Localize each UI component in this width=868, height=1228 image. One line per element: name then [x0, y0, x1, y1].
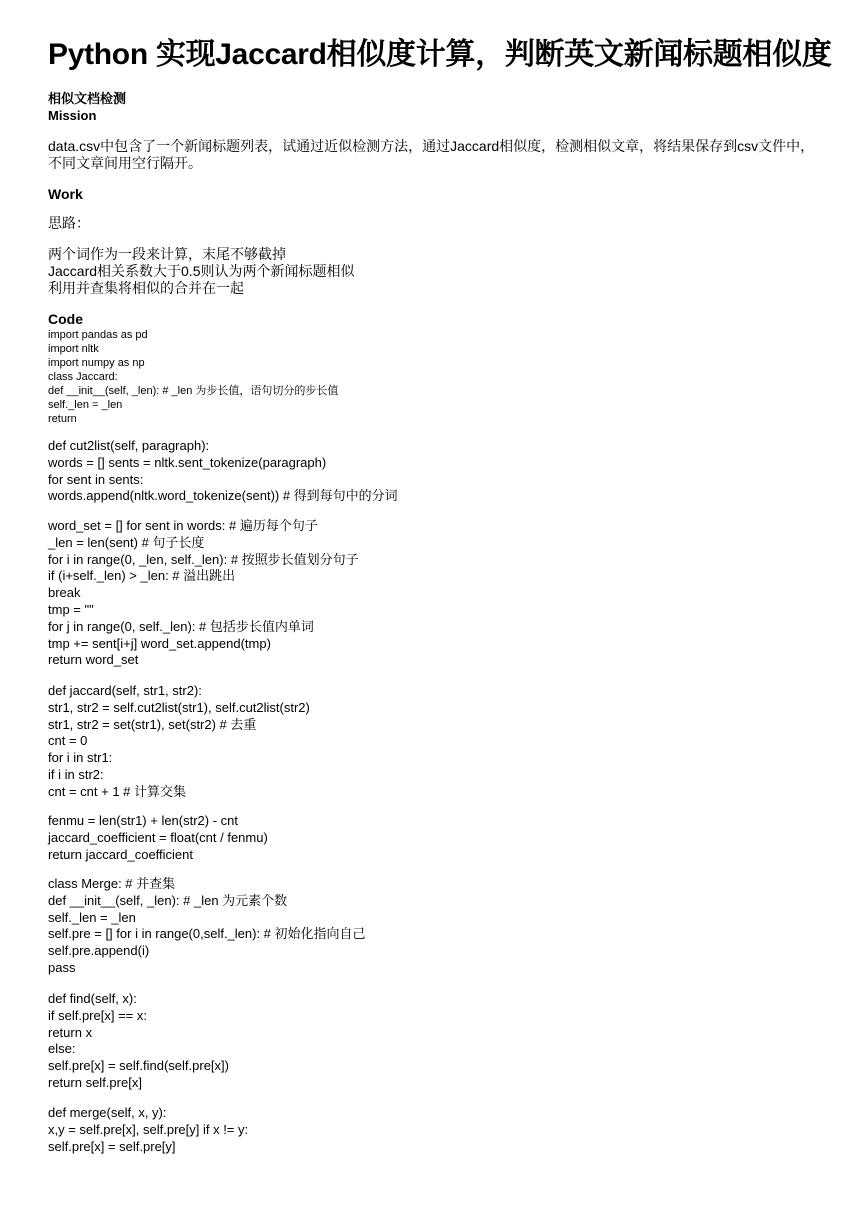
- ideas-label: 思路：: [48, 215, 90, 231]
- ideas-list: [48, 246, 354, 297]
- code-line: break: [48, 585, 81, 601]
- code-small-block: [48, 328, 338, 426]
- code-line: def __init__(self, _len): # _len 为元素个数: [48, 892, 288, 908]
- code-line: return jaccard_coefficient: [48, 846, 194, 862]
- code-line: class Jaccard:: [48, 371, 118, 383]
- code-line: def jaccard(self, str1, str2):: [48, 683, 202, 698]
- code-line: tmp = "": [48, 601, 94, 617]
- mission-line: data.csv中包含了一个新闻标题列表，试通过近似检测方法，通过Jaccard相似度，检测相似文章，将结果保存到csv文件中，: [48, 138, 815, 154]
- code-line: _len = len(sent) # 句子长度: [48, 534, 205, 550]
- code-line: str1, str2 = self.cut2list(str1), self.cut2list(str2): [48, 699, 310, 715]
- code-line: self.pre = [] for i in range(0,self._len): # 初始化指向自己: [48, 926, 366, 942]
- code-line: def __init__(self, _len): # _len 为步长值，语句切分的步长值: [48, 385, 339, 397]
- page-title: Python 实现Jaccard相似度计算，判断英文新闻标题相似度: [48, 38, 832, 71]
- code-line: else:: [48, 1041, 76, 1057]
- code-line: if i in str2:: [48, 766, 104, 782]
- code-line: self.pre[x] = self.pre[y]: [48, 1138, 176, 1154]
- code-line: self.pre[x] = self.find(self.pre[x]): [48, 1058, 229, 1074]
- subtitle: 相似文档检测: [48, 91, 127, 106]
- mission-heading: Mission: [48, 108, 97, 123]
- code-line: str1, str2 = set(str1), set(str2) # 去重: [48, 716, 257, 732]
- code-line: for sent in sents:: [48, 471, 144, 487]
- code-block-merge: [48, 1105, 248, 1155]
- code-line: self._len = _len: [48, 399, 123, 411]
- code-line: if (i+self._len) > _len: # 溢出跳出: [48, 568, 236, 584]
- code-block-cut2list: [48, 438, 398, 505]
- code-heading: Code: [48, 311, 83, 327]
- idea-item: 利用并查集将相似的合并在一起: [48, 280, 244, 296]
- code-line: return x: [48, 1024, 93, 1040]
- code-line: class Merge: # 并查集: [48, 876, 176, 891]
- code-line: self._len = _len: [48, 909, 136, 925]
- code-block-jaccard: [48, 683, 310, 801]
- code-line: for i in range(0, _len, self._len): # 按照步长值划分句子: [48, 551, 359, 567]
- code-line: words = [] sents = nltk.sent_tokenize(paragraph): [48, 454, 327, 470]
- code-line: def cut2list(self, paragraph):: [48, 438, 210, 453]
- code-line: for i in str1:: [48, 750, 113, 766]
- code-line: x,y = self.pre[x], self.pre[y] if x != y:: [48, 1121, 249, 1137]
- mission-paragraph: [48, 138, 814, 172]
- code-line: cnt = 0: [48, 733, 88, 749]
- code-line: tmp += sent[i+j] word_set.append(tmp): [48, 635, 271, 651]
- code-line: return word_set: [48, 652, 139, 668]
- code-line: pass: [48, 959, 76, 975]
- code-block-coefficient: [48, 813, 268, 863]
- code-line: word_set = [] for sent in words: # 遍历每个句子: [48, 518, 318, 533]
- code-line: for j in range(0, self._len): # 包括步长值内单词: [48, 618, 314, 634]
- mission-line: 不同文章间用空行隔开。: [48, 155, 202, 171]
- code-line: cnt = cnt + 1 # 计算交集: [48, 783, 186, 799]
- code-line: words.append(nltk.word_tokenize(sent)) # 得到每句中的分词: [48, 488, 398, 504]
- code-line: import pandas as pd: [48, 329, 148, 341]
- code-line: fenmu = len(str1) + len(str2) - cnt: [48, 813, 239, 828]
- code-line: jaccard_coefficient = float(cnt / fenmu): [48, 829, 268, 845]
- code-line: if self.pre[x] == x:: [48, 1007, 147, 1023]
- code-line: def merge(self, x, y):: [48, 1105, 167, 1120]
- idea-item: Jaccard相关系数大于0.5则认为两个新闻标题相似: [48, 263, 355, 279]
- code-line: import nltk: [48, 343, 99, 355]
- work-heading: Work: [48, 186, 83, 202]
- code-block-find: [48, 991, 229, 1092]
- code-line: self.pre.append(i): [48, 943, 150, 959]
- code-line: return: [48, 413, 77, 425]
- code-line: return self.pre[x]: [48, 1074, 142, 1090]
- idea-item: 两个词作为一段来计算，末尾不够截掉: [48, 246, 286, 262]
- code-block-merge-class: [48, 876, 366, 977]
- code-block-word-set: [48, 518, 359, 669]
- code-line: import numpy as np: [48, 357, 145, 369]
- code-line: def find(self, x):: [48, 991, 137, 1006]
